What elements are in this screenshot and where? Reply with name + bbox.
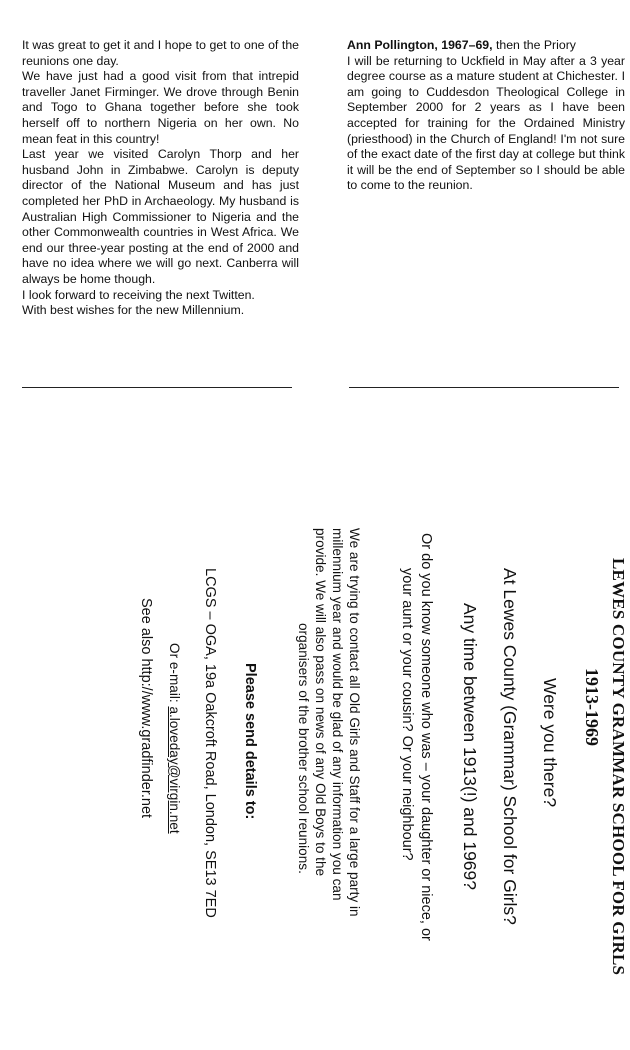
divider <box>22 387 292 388</box>
question-3: Any time between 1913(!) and 1969? <box>460 603 480 890</box>
author-line <box>347 38 625 54</box>
paragraph: With best wishes for the new Millennium. <box>22 303 245 318</box>
question-2: At Lewes County (Grammar) School for Girls? <box>500 568 520 925</box>
paragraph: It was great to get it and I hope to get to one of the reunions one day. <box>22 38 299 68</box>
send-heading: Please send details to: <box>242 663 258 820</box>
question-4-line-2: your aunt or your cousin? Or your neighbour? <box>399 568 415 861</box>
info-line-2: millennium year and would be glad of any information you can <box>330 528 345 901</box>
paragraph: We have just had a good visit from that intrepid traveller Janet Firminger. We drove through Benin and Togo to Ghana together before she took herself off to northern Nigeria on her own. No mean feat in this country! <box>22 69 299 146</box>
info-line-1: We are trying to contact all Old Girls and Staff for a large party in <box>347 528 362 917</box>
paragraph: I will be returning to Uckfield in May after a 3 year degree course as a mature student at Chichester. I am going to Cuddesdon Theological College in September 2000 for 2 years as I have been accepted for training for the Ordained Ministry (priesthood) in the Church of England! I'm not sure of the exact date of the first day at college but think it will be the end of September so I should be able to come to the reunion. <box>347 53 625 193</box>
author-name: Ann Pollington, 1967–69, <box>347 38 493 52</box>
email-label: Or e-mail: <box>167 643 182 703</box>
paragraph: I look forward to receiving the next Twitten. <box>22 287 255 302</box>
question-1: Were you there? <box>540 678 560 808</box>
info-line-3: provide. We will also pass on news of any Old Boys to the <box>313 528 328 877</box>
flyer-title: LEWES COUNTY GRAMMAR SCHOOL FOR GIRLS <box>609 558 628 976</box>
letter-left-column <box>22 38 299 319</box>
question-4-line-1: Or do you know someone who was – your daughter or niece, or <box>418 533 434 941</box>
email-link[interactable]: a.loveday@virgin.net <box>167 706 182 834</box>
reunion-flyer <box>40 528 630 1008</box>
paragraph: Last year we visited Carolyn Thorp and her husband John in Zimbabwe. Carolyn is deputy director of the National Museum and has just completed her PhD in Archaeology. My husband is Australian High Commissioner to Nigeria and the other Commonwealth countries in West Africa. We end our three-year posting at the end of 2000 and have no idea where we will go next. Canberra will always be home though. <box>22 147 299 286</box>
info-line-4: organisers of the brother school reunions. <box>296 623 311 874</box>
divider <box>349 387 619 388</box>
postal-address: LCGS – OGA, 19a Oakcroft Road, London, SE13 7ED <box>202 568 218 918</box>
author-suffix: then the Priory <box>492 38 576 52</box>
flyer-years: 1913-1969 <box>582 668 602 746</box>
website-line: See also http://www.gradfinder.net <box>138 598 154 819</box>
email-line <box>166 643 182 834</box>
letter-right-column <box>347 38 625 194</box>
